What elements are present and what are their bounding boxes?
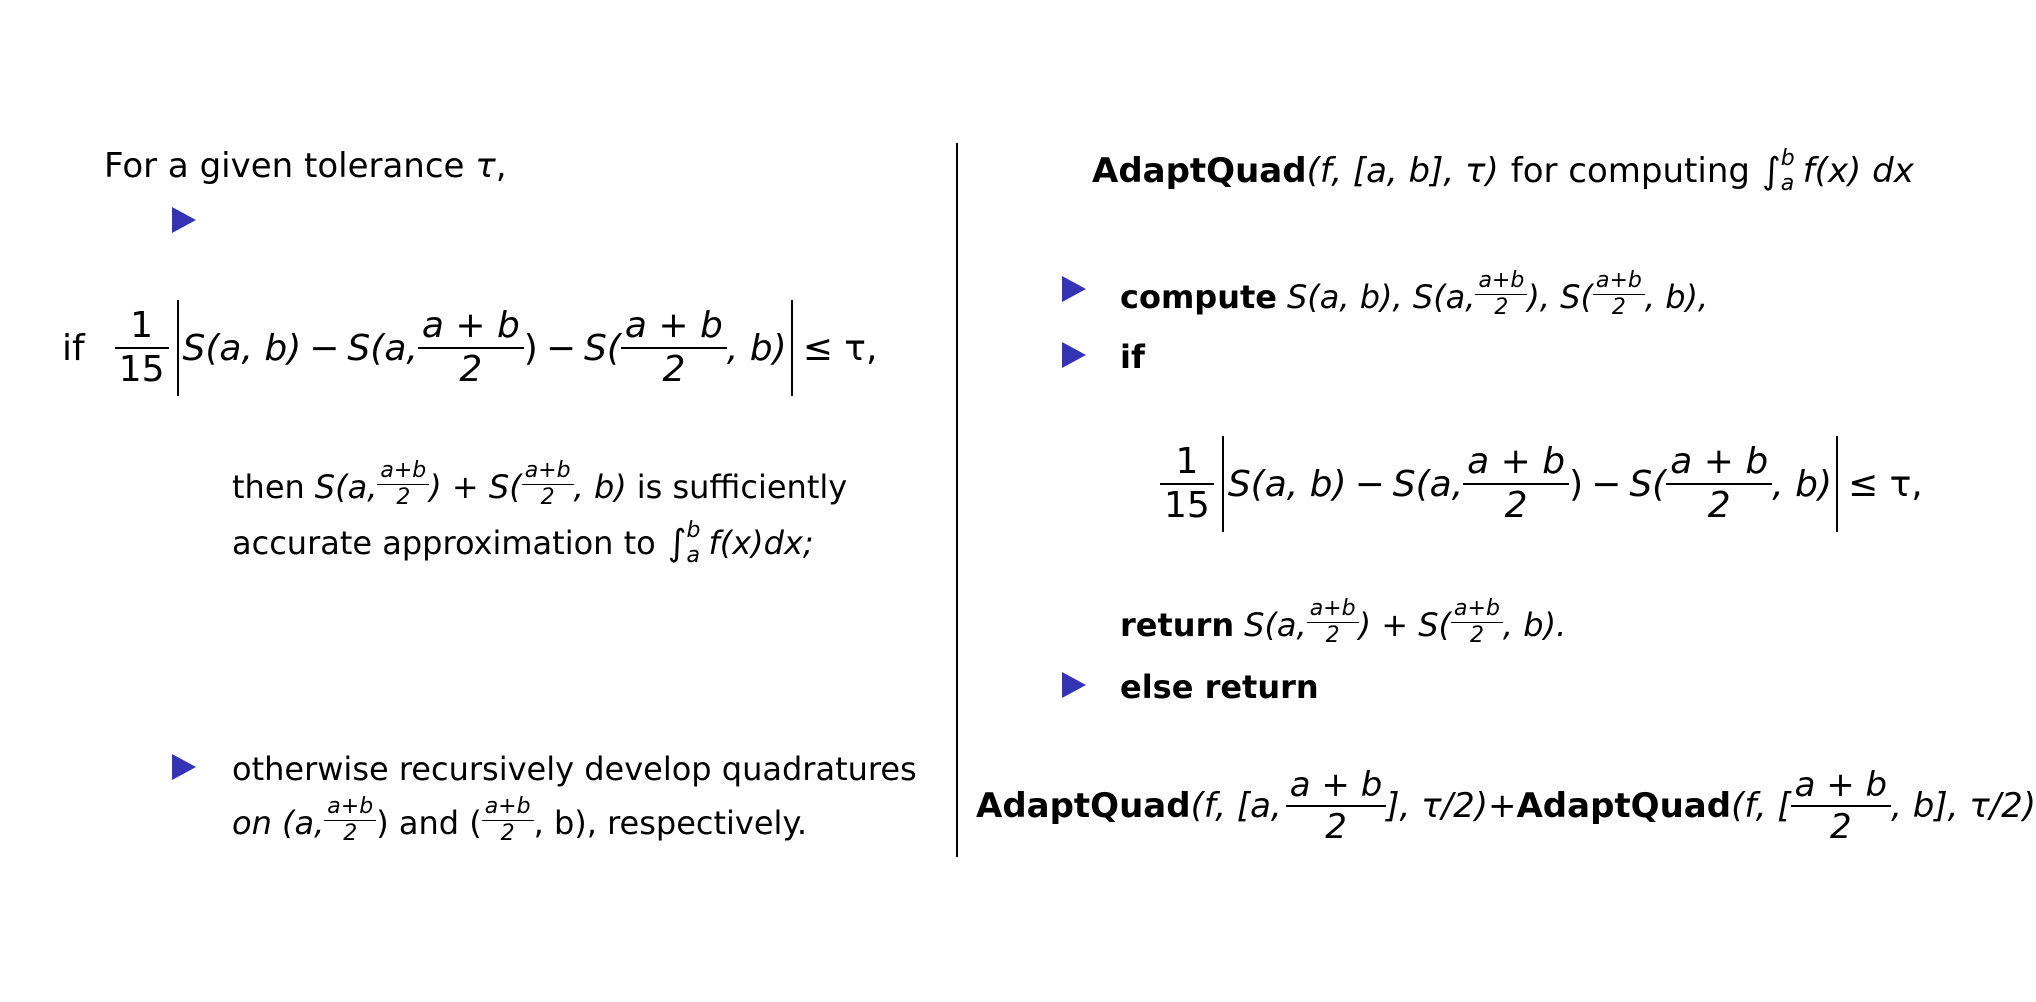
fraction-a-plus-b-over-2: $\frac{a + b}{2}$ [1666,444,1772,524]
otherwise-line-1: otherwise recursively develop quadratures [232,750,917,788]
abs-bar-left [1222,436,1224,532]
fraction-a-plus-b-over-2: $\frac{a + b}{2}$ [1463,444,1569,524]
column-divider [956,143,958,857]
small-fraction: $\frac{a+b}{2}$ [1593,270,1645,319]
small-fraction: $\frac{a+b}{2}$ [324,796,376,845]
triangle-bullet-icon [172,207,196,233]
small-fraction: $\frac{a+b}{2}$ [1307,598,1359,647]
if-label: if [1120,338,1145,376]
small-fraction: $\frac{a+b}{2}$ [522,460,574,509]
small-fraction: $\frac{a+b}{2}$ [1451,598,1503,647]
abs-bar-right [791,300,793,396]
fraction-a-plus-b-over-2: $\frac{a + b}{2}$ [621,308,727,388]
triangle-bullet-icon [1062,342,1086,368]
else-return-label: else return [1120,668,1319,706]
fraction-a-plus-b-over-2: $\frac{a + b}{2}$ [418,308,524,388]
return-line: return S(a, $\frac{a+b}{2}$ ) + S( $\frac{a+b}{2}$ , b). [1120,596,1567,648]
fraction-a-plus-b-over-2: $\frac{a + b}{2}$ [1286,768,1387,844]
fraction-a-plus-b-over-2: $\frac{a + b}{2}$ [1791,768,1892,844]
otherwise-line-2: on (a, $\frac{a+b}{2}$ ) and ( $\frac{a+b}{2}$ , b), respectively. [232,794,807,846]
tolerance-condition-right: $\frac{1}{15}$ S(a, b) − S(a, $\frac{a + b}{2}$ ) − S( $\frac{a + b}{2}$ , b) ≤ τ, [1160,436,1923,532]
abs-bar-left [177,300,179,396]
triangle-bullet-icon [1062,276,1086,302]
integral-limits: b a [686,518,701,568]
accurate-line: accurate approximation to ∫ b a f(x)dx; [232,518,814,568]
compute-line: compute S(a, b), S(a, $\frac{a+b}{2}$ ), S( $\frac{a+b}{2}$ , b), [1120,268,1709,320]
tolerance-condition-left: if $\frac{1}{15}$ S(a, b) − S(a, $\frac{a + b}{2}$ ) − S( $\frac{a + b}{2}$ , b) ≤ τ, [62,300,877,396]
integral-limits: b a [1780,146,1795,196]
small-fraction: $\frac{a+b}{2}$ [1475,270,1527,319]
then-line: then S(a, $\frac{a+b}{2}$ ) + S( $\frac{a+b}{2}$ , b) is sufficiently [232,458,848,510]
abs-bar-right [1836,436,1838,532]
triangle-bullet-icon [1062,672,1086,698]
fraction-one-fifteen: $\frac{1}{15}$ [1160,444,1214,524]
small-fraction: $\frac{a+b}{2}$ [377,460,429,509]
recursive-call-line: AdaptQuad (f, [a, $\frac{a + b}{2}$ ], τ/2)+ AdaptQuad (f, [ $\frac{a + b}{2}$ , b], τ/2) [976,765,2036,847]
intro-line: For a given tolerance τ, [104,146,507,186]
fraction-one-fifteen: $\frac{1}{15}$ [115,308,169,388]
small-fraction: $\frac{a+b}{2}$ [482,796,534,845]
triangle-bullet-icon [172,754,196,780]
adaptquad-title: AdaptQuad (f, [a, b], τ) for computing ∫ b a f(x) dx [1092,146,1914,196]
